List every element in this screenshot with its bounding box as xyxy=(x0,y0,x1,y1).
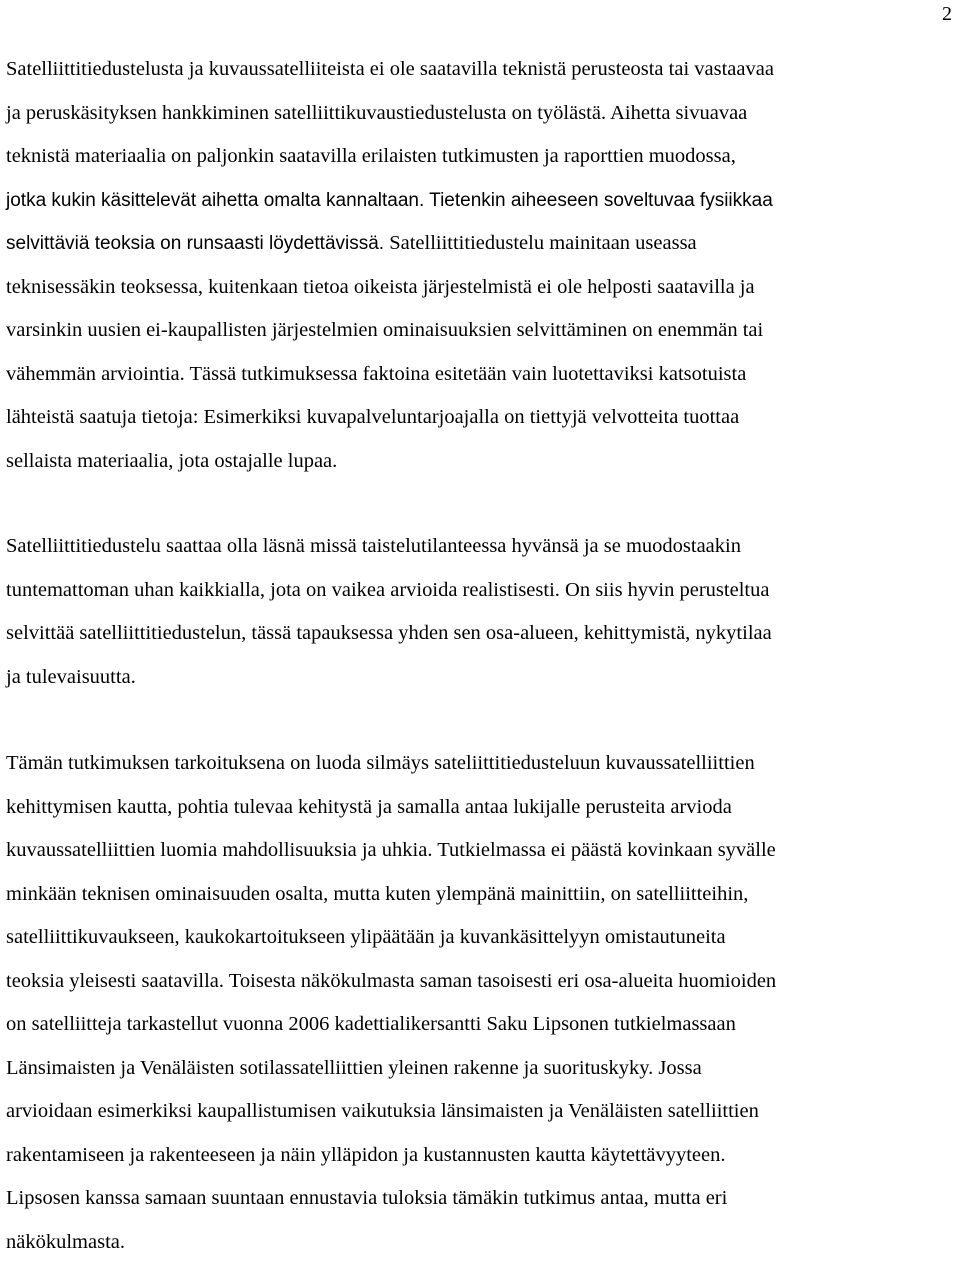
page-number: 2 xyxy=(942,4,952,24)
text-segment: Satelliittitiedustelu saattaa olla läsnä missä taistelutilanteessa hyvänsä ja se muodostaakin xyxy=(6,535,741,557)
text-segment: selvittäviä teoksia on runsaasti löydettävissä. xyxy=(6,233,384,254)
paragraph xyxy=(6,742,956,1264)
text-line xyxy=(6,179,956,223)
text-segment: Satelliittitiedustelu mainitaan useassa xyxy=(384,232,697,254)
text-segment: varsinkin uusien ei-kaupallisten järjestelmien ominaisuuksien selvittäminen on enemmän tai xyxy=(6,319,763,341)
text-line xyxy=(6,960,956,1004)
text-line xyxy=(6,1177,956,1221)
text-segment: jotka kukin käsittelevät aihetta omalta kannaltaan. Tietenkin aiheeseen soveltuvaa fysiikkaa xyxy=(6,190,773,211)
text-line xyxy=(6,1047,956,1091)
text-line xyxy=(6,916,956,960)
text-segment: selvittää satelliittitiedustelun, tässä tapauksessa yhden sen osa-alueen, kehittymistä, nykytilaa xyxy=(6,622,772,644)
text-segment: teoksia yleisesti saatavilla. Toisesta näkökulmasta saman tasoisesti eri osa-alueita huomioiden xyxy=(6,970,776,992)
text-line xyxy=(6,135,956,179)
text-segment: satelliittikuvaukseen, kaukokartoitukseen ylipäätään ja kuvankäsittelyyn omistautuneita xyxy=(6,926,726,948)
text-line xyxy=(6,92,956,136)
paragraph xyxy=(6,525,956,699)
text-segment: Tämän tutkimuksen tarkoituksena on luoda silmäys sateliittitiedusteluun kuvaussatelliittien xyxy=(6,752,755,774)
text-segment: on satelliitteja tarkastellut vuonna 2006 kadettialikersantti Saku Lipsonen tutkielmassaan xyxy=(6,1013,736,1035)
text-line xyxy=(6,48,956,92)
text-line xyxy=(6,742,956,786)
text-line xyxy=(6,873,956,917)
text-segment: Lipsosen kanssa samaan suuntaan ennustavia tuloksia tämäkin tutkimus antaa, mutta eri xyxy=(6,1187,727,1209)
text-segment: Satelliittitiedustelusta ja kuvaussatelliiteista ei ole saatavilla teknistä perusteosta tai vastaavaa xyxy=(6,58,774,80)
text-segment: sellaista materiaalia, jota ostajalle lupaa. xyxy=(6,450,337,472)
text-line xyxy=(6,309,956,353)
paragraph xyxy=(6,48,956,483)
text-segment: Länsimaisten ja Venäläisten sotilassatelliittien yleinen rakenne ja suorituskyky. Jossa xyxy=(6,1057,702,1079)
text-line xyxy=(6,440,956,484)
text-segment: teknisessäkin teoksessa, kuitenkaan tietoa oikeista järjestelmistä ei ole helposti saatavilla ja xyxy=(6,276,755,298)
text-line xyxy=(6,612,956,656)
text-segment: minkään teknisen ominaisuuden osalta, mutta kuten ylempänä mainittiin, on satelliitteihin, xyxy=(6,883,748,905)
text-line xyxy=(6,786,956,830)
text-line xyxy=(6,829,956,873)
text-line xyxy=(6,1221,956,1264)
text-line xyxy=(6,569,956,613)
text-segment: rakentamiseen ja rakenteeseen ja näin ylläpidon ja kustannusten kautta käytettävyyteen. xyxy=(6,1144,726,1166)
text-segment: lähteistä saatuja tietoja: Esimerkiksi kuvapalveluntarjoajalla on tiettyjä velvotteita tuottaa xyxy=(6,406,739,428)
text-line xyxy=(6,1090,956,1134)
text-line xyxy=(6,222,956,266)
text-line xyxy=(6,1003,956,1047)
text-line xyxy=(6,1134,956,1178)
text-line xyxy=(6,353,956,397)
text-line xyxy=(6,396,956,440)
text-segment: näkökulmasta. xyxy=(6,1231,125,1253)
text-segment: teknistä materiaalia on paljonkin saatavilla erilaisten tutkimusten ja raporttien muodossa, xyxy=(6,145,736,167)
text-segment: arvioidaan esimerkiksi kaupallistumisen vaikutuksia länsimaisten ja Venäläisten satelliittien xyxy=(6,1100,759,1122)
text-line xyxy=(6,266,956,310)
text-segment: kuvaussatelliittien luomia mahdollisuuksia ja uhkia. Tutkielmassa ei päästä kovinkaan syvälle xyxy=(6,839,776,861)
text-segment: tuntemattoman uhan kaikkialla, jota on vaikea arvioida realistisesti. On siis hyvin perusteltua xyxy=(6,579,769,601)
text-line xyxy=(6,656,956,700)
text-line xyxy=(6,525,956,569)
text-segment: ja peruskäsityksen hankkiminen satelliittikuvaustiedustelusta on työlästä. Aihetta sivuavaa xyxy=(6,102,747,124)
text-segment: kehittymisen kautta, pohtia tulevaa kehitystä ja samalla antaa lukijalle perusteita arvioda xyxy=(6,796,732,818)
text-segment: ja tulevaisuutta. xyxy=(6,666,136,688)
text-segment: vähemmän arviointia. Tässä tutkimuksessa faktoina esitetään vain luotettaviksi katsotuista xyxy=(6,363,746,385)
